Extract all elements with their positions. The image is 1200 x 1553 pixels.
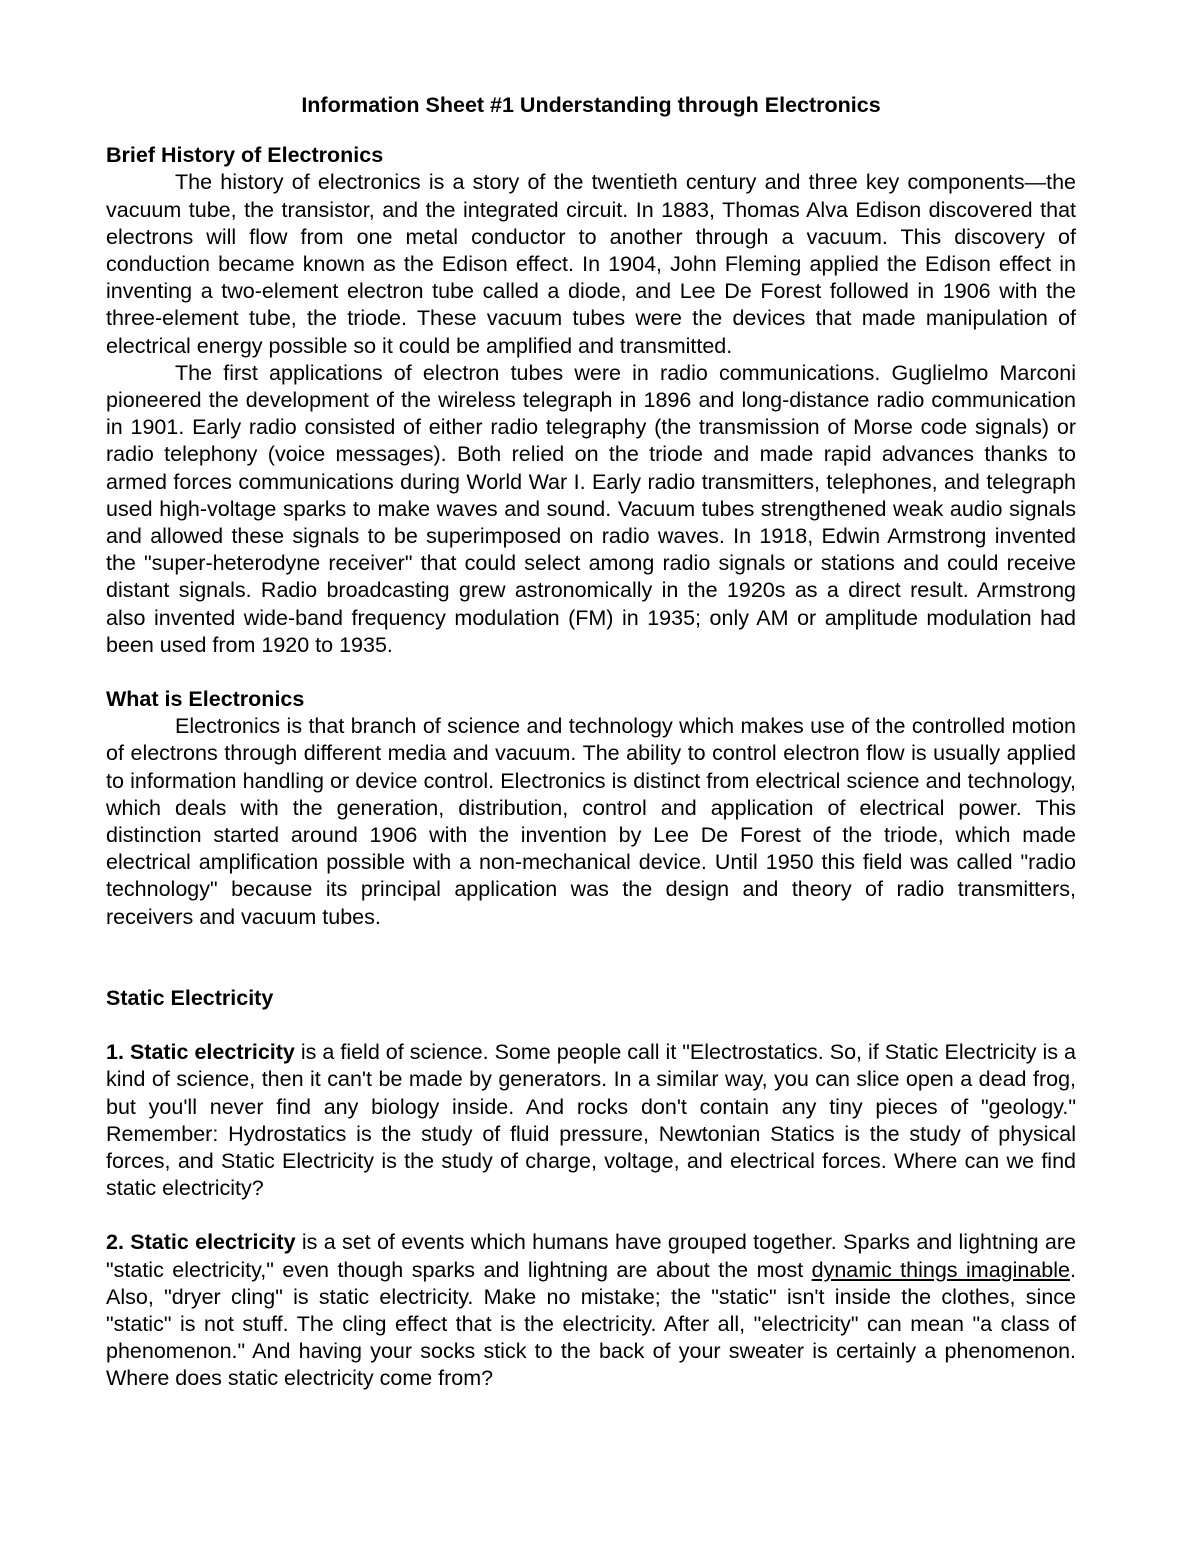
section-heading-what-is-electronics: What is Electronics (106, 687, 305, 712)
static-item-2-text-before: is a set of events which humans have grouped together. Sparks and lightning are "static electricity," even though sparks and lightning are about the most (106, 1230, 1076, 1282)
spacer (106, 1202, 1076, 1229)
section-heading-static-electricity: Static Electricity (106, 985, 274, 1010)
static-item-2-term: Static electricity (130, 1230, 296, 1255)
spacer (106, 931, 1076, 985)
what-is-electronics-paragraph: Electronics is that branch of science and technology which makes use of the controlled motion of electrons through different media and vacuum. The ability to control electron flow is usually applied to information handling or device control. Electronics is distinct from electrical science and technology, which deals with the generation, distribution, control and application of electrical power. This distinction started around 1906 with the invention by Lee De Forest of the triode, which made electrical amplification possible with a non-mechanical device. Until 1950 this field was called "radio technology" because its principal application was the design and theory of radio transmitters, receivers and vacuum tubes. (106, 714, 1076, 929)
static-item-1-text: is a field of science. Some people call it "Electrostatics. So, if Static Electricity is a kind of science, then it can't be made by generators. In a similar way, you can slice open a dead frog, but you'll never find any biology inside. And rocks don't contain any tiny pieces of "geology." Remember: Hydrostatics is the study of fluid pressure, Newtonian Statics is the study of physical forces, and Static Electricity is the study of charge, voltage, and electrical forces. Where can we find static electricity? (106, 1040, 1076, 1201)
history-paragraph-1: The history of electronics is a story of the twentieth century and three key components—the vacuum tube, the transistor, and the integrated circuit. In 1883, Thomas Alva Edison discovered that electrons will flow from one metal conductor to another through a vacuum. This discovery of conduction became known as the Edison effect. In 1904, John Fleming applied the Edison effect in inventing a two-element electron tube called a diode, and Lee De Forest followed in 1906 with the three-element tube, the triode. These vacuum tubes were the devices that made manipulation of electrical energy possible so it could be amplified and transmitted. (106, 170, 1076, 358)
history-paragraph-2: The first applications of electron tubes were in radio communications. Guglielmo Marconi pioneered the development of the wireless telegraph in 1896 and long-distance radio communication in 1901. Early radio consisted of either radio telegraphy (the transmission of Morse code signals) or radio telephony (voice messages). Both relied on the triode and made rapid advances thanks to armed forces communications during World War I. Early radio transmitters, telephones, and telegraph used high-voltage sparks to make waves and sound. Vacuum tubes strengthened weak audio signals and allowed these signals to be superimposed on radio waves. In 1918, Edwin Armstrong invented the "super-heterodyne receiver" that could select among radio signals or stations and could receive distant signals. Radio broadcasting grew astronomically in the 1920s as a direct result. Armstrong also invented wide-band frequency modulation (FM) in 1935; only AM or amplitude modulation had been used from 1920 to 1935. (106, 360, 1076, 657)
spacer (106, 659, 1076, 686)
section-heading-history: Brief History of Electronics (106, 143, 384, 168)
spacer (106, 1012, 1076, 1039)
static-item-1-term: Static electricity (129, 1040, 295, 1065)
document-title: Information Sheet #1 Understanding through Electronics (301, 93, 881, 117)
static-item-2 (106, 1229, 1076, 1392)
document-page (106, 92, 1076, 1393)
static-item-1-number: 1. (106, 1040, 124, 1065)
static-item-2-underlined: dynamic things imaginable (811, 1257, 1070, 1282)
static-item-2-text-after: . Also, "dryer cling" is static electricity. Make no mistake; the "static" isn't inside the clothes, since "static" is not stuff. The cling effect that is the electricity. After all, "electricity" can mean "a class of phenomenon." And having your socks stick to the back of your sweater is certainly a phenomenon. Where does static electricity come from? (106, 1257, 1076, 1391)
static-item-1 (106, 1039, 1076, 1202)
static-item-2-number: 2. (106, 1230, 124, 1255)
